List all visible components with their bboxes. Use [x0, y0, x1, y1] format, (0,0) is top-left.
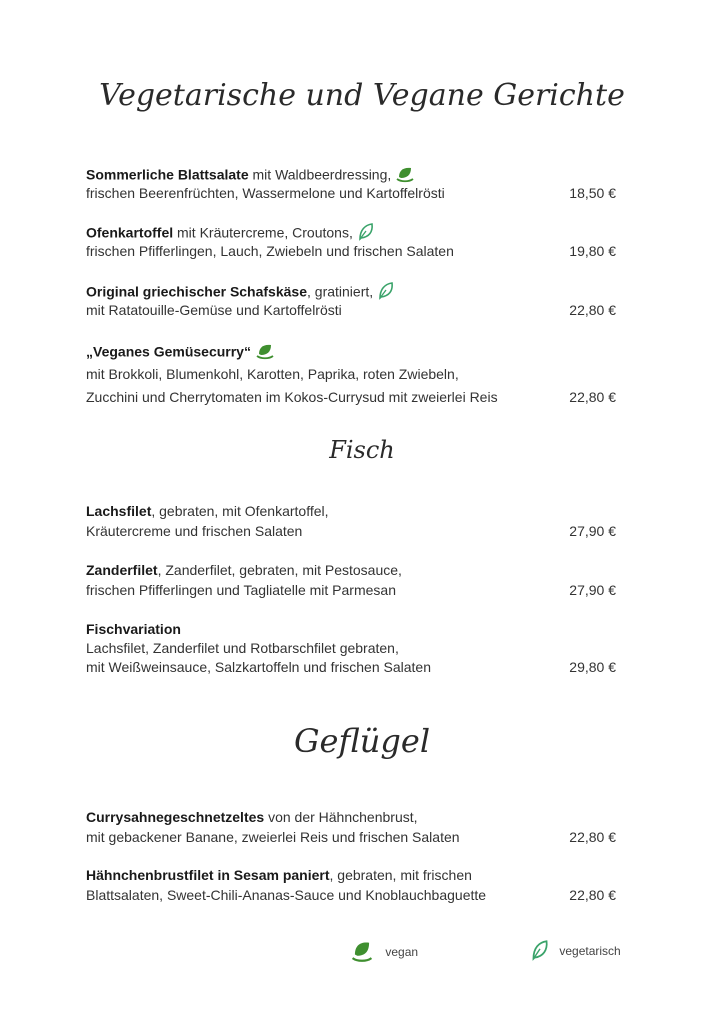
dish-description: Kräutercreme und frischen Salaten: [86, 523, 303, 539]
dish-description: mit gebackener Banane, zweierlei Reis und frischen Salaten: [86, 829, 460, 845]
menu-item: [86, 866, 616, 906]
dish-price: 18,50 €: [569, 185, 616, 201]
menu-item: [86, 341, 616, 407]
vegetarian-icon: [530, 938, 550, 965]
dish-description: Blattsalaten, Sweet-Chili-Ananas-Sauce und Knoblauchbaguette: [86, 887, 487, 903]
dish-price: 22,80 €: [569, 887, 616, 903]
legend-vegan: [350, 938, 418, 967]
dish-price: 19,80 €: [569, 243, 616, 259]
dish-name: Sommerliche Blattsalate: [86, 166, 249, 183]
dish-price: 27,90 €: [569, 523, 616, 539]
dish-name: Fischvariation: [86, 621, 181, 637]
legend-label: vegetarisch: [559, 943, 621, 958]
dish-price: 27,90 €: [569, 582, 616, 598]
dish-description: mit Kräutercreme, Croutons,: [173, 224, 353, 241]
dish-name: Zanderfilet: [86, 562, 158, 578]
dish-price: 22,80 €: [569, 829, 616, 845]
section-heading-vegetarian: Vegetarische und Vegane Gerichte: [99, 78, 625, 113]
vegan-icon: [350, 938, 374, 967]
dish-description: , Zanderfilet, gebraten, mit Pestosauce,: [157, 562, 402, 578]
dish-name: Ofenkartoffel: [86, 224, 174, 241]
dish-name: „Veganes Gemüsecurry“: [86, 343, 251, 360]
menu-item: [86, 281, 616, 321]
dish-name: Hähnchenbrustfilet in Sesam paniert: [86, 867, 330, 883]
menu-item: [86, 620, 616, 680]
vegetarian-icon: [377, 281, 395, 305]
dish-name: Original griechischer Schafskäse: [86, 283, 307, 300]
dish-name: Lachsfilet: [86, 503, 152, 519]
dish-description: frischen Pfifferlingen und Tagliatelle mit Parmesan: [86, 582, 396, 598]
dish-description: , gebraten, mit Ofenkartoffel,: [151, 503, 329, 519]
dish-description: , gebraten, mit frischen: [329, 867, 472, 883]
legend-vegetarian: [530, 938, 621, 965]
dish-description: Lachsfilet, Zanderfilet und Rotbarschfilet gebraten,: [86, 640, 399, 656]
menu-item: [86, 561, 616, 601]
dish-description: frischen Pfifferlingen, Lauch, Zwiebeln und frischen Salaten: [86, 243, 454, 259]
dish-description: von der Hähnchenbrust,: [264, 809, 418, 825]
dish-description: Zucchini und Cherrytomaten im Kokos-Currysud mit zweierlei Reis: [86, 389, 498, 405]
section-heading-fish: Fisch: [329, 436, 395, 464]
menu-item: [86, 502, 616, 542]
menu-item: [86, 808, 616, 848]
dish-description: mit Brokkoli, Blumenkohl, Karotten, Paprika, roten Zwiebeln,: [86, 366, 459, 382]
dish-name: Currysahnegeschnetzeltes: [86, 809, 265, 825]
dish-description: mit Ratatouille-Gemüse und Kartoffelrösti: [86, 302, 342, 318]
legend-label: vegan: [385, 944, 419, 959]
dish-price: 22,80 €: [569, 389, 616, 405]
section-heading-poultry: Geflügel: [293, 722, 431, 760]
dish-price: 22,80 €: [569, 302, 616, 318]
dish-description: mit Waldbeerdressing,: [248, 166, 392, 183]
menu-item: [86, 222, 616, 262]
dish-description: , gratiniert,: [307, 283, 374, 300]
dish-description: frischen Beerenfrüchten, Wassermelone und Kartoffelrösti: [86, 185, 445, 201]
dish-price: 29,80 €: [569, 659, 616, 675]
dish-description: mit Weißweinsauce, Salzkartoffeln und frischen Salaten: [86, 659, 431, 675]
menu-item: [86, 164, 616, 204]
vegan-icon: [255, 341, 275, 365]
